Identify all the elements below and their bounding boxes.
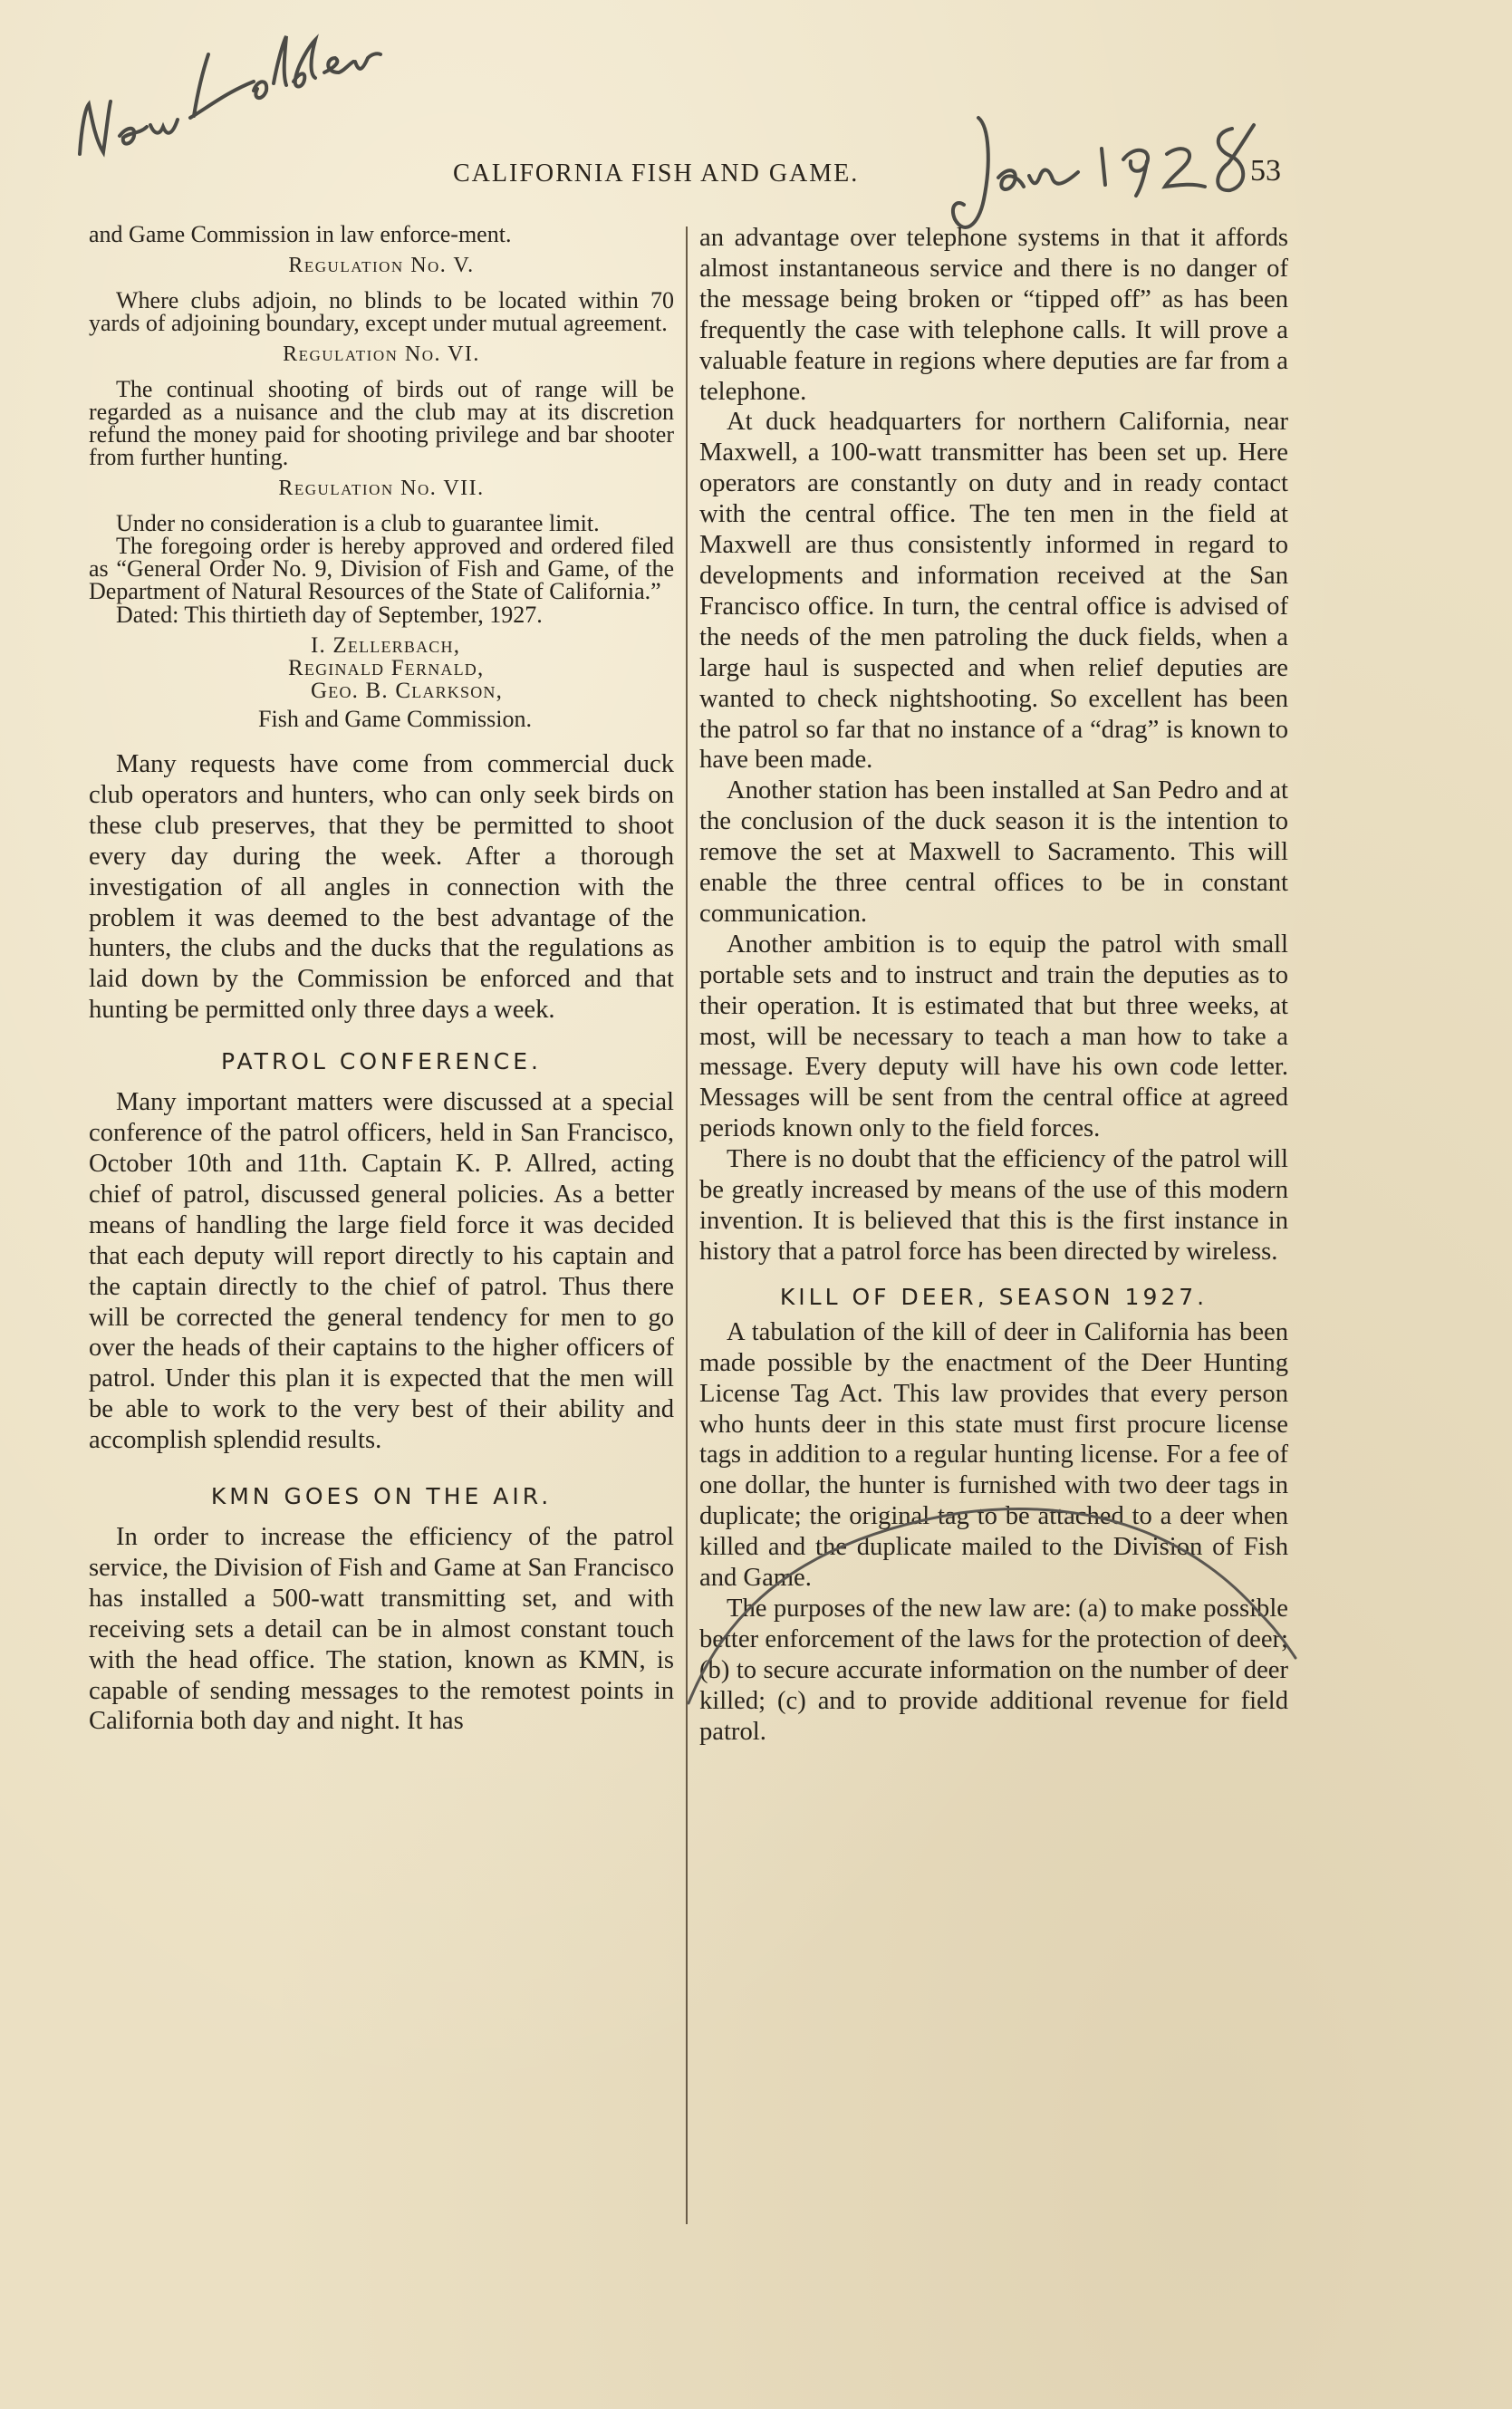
patrol-conference-heading: PATROL CONFERENCE. (221, 1048, 542, 1075)
wireless-paragraph-4: Another ambition is to equip the patrol with small portable sets and to instruct and train the deputies as to their operation. It is estimated that but three weeks, at most, will be necessary to teach a man how to take a message. Every deputy will have his own code letter. Messages will be sent from the central office at agreed periods known only to the field forces. (699, 930, 1288, 1143)
running-head-title: CALIFORNIA FISH AND GAME. (453, 159, 860, 188)
dated-line: Dated: This thirtieth day of September, 1927. (116, 602, 543, 628)
regulation-vi-heading: Regulation No. VI. (283, 342, 480, 366)
regulation-v-heading: Regulation No. V. (288, 254, 475, 277)
handwritten-folder-note (72, 18, 399, 199)
deer-paragraph-2: The purposes of the new law are: (a) to make possible better enforcement of the laws for the protection of deer; (b) to secure accurate information on the number of deer killed; (c) and to provide additional revenue for field patrol. (699, 1594, 1288, 1746)
general-order-text: The foregoing order is hereby approved and ordered filed as “General Order No. 9, Division of Fish and Game, of the Department of Natural Resources of the State of California.” (89, 533, 674, 604)
regulation-vii-text: Under no consideration is a club to guarantee limit. (116, 510, 600, 536)
left-column (89, 223, 674, 1737)
regulation-vii-heading: Regulation No. VII. (278, 477, 485, 500)
patrol-conference-paragraph: Many important matters were discussed at a special conference of the patrol officers, held in San Francisco, October 10th and 11th. Captain K. P. Allred, acting chief of patrol, discussed general policies. As a better means of handling the large field force it was decided that each deputy will report directly to his captain and the captain directly to the chief of patrol. Thus there will be corrected the general tendency for men to go over the heads of their captains to the higher officers of patrol. Under this plan it is expected that the men will be able to work to the very best of their ability and accomplish splendid results. (89, 1088, 674, 1455)
signature-zellerbach: I. Zellerbach, (311, 633, 461, 658)
regulation-vi-text: The continual shooting of birds out of range will be regarded as a nuisance and the club may at its discretion refund the money paid for shooting privilege and bar shooter from further hunting. (89, 376, 674, 470)
kill-of-deer-heading: KILL OF DEER, SEASON 1927. (779, 1283, 1209, 1310)
wireless-paragraph-5: There is no doubt that the efficiency of the patrol will be greatly increased by means of the use of this modern invention. It is believed that this is the first instance in history that a patrol force has been directed by wireless. (699, 1145, 1288, 1266)
kmn-heading: KMN GOES ON THE AIR. (210, 1483, 553, 1510)
wireless-paragraph-2: At duck headquarters for northern California, near Maxwell, a 100-watt transmitter has been set up. Here operators are constantly on duty and in ready contact with the central office. The ten men in the field at Maxwell are thus consistently informed in regard to developments and information received at the San Francisco office. In turn, the central office is advised of the needs of the men patroling the duck fields, when a large haul is suspected and when relief deputies are wanted to check nightshooting. So excellent has been the patrol so far that no instance of a “drag” is known to have been made. (699, 408, 1288, 775)
page-number: 53 (1250, 154, 1281, 188)
signature-clarkson: Geo. B. Clarkson, (311, 679, 504, 703)
signature-commission: Fish and Game Commission. (258, 706, 532, 732)
kmn-paragraph: In order to increase the efficiency of the patrol service, the Division of Fish and Game at San Francisco has installed a 500-watt transmitting set, and with receiving sets a detail can be in almost constant touch with the head office. The station, known as KMN, is capable of sending messages to the remotest points in California both day and night. It has (89, 1523, 674, 1736)
deer-paragraph-1: A tabulation of the kill of deer in California has been made possible by the enactment of the Deer Hunting License Tag Act. This law provides that every person who hunts deer in this state must first procure license tags in addition to a regular hunting license. For a fee of one dollar, the hunter is furnished with two deer tags in duplicate; the original tag to be attached to a deer when killed and the duplicate mailed to the Division of Fish and Game. (699, 1317, 1288, 1593)
wireless-paragraph-3: Another station has been installed at San Pedro and at the conclusion of the duck season it is the intention to remove the set at Maxwell to Sacramento. This will enable the three central offices to be in constant communication. (699, 776, 1288, 928)
column-divider (686, 226, 688, 2224)
signature-fernald: Reginald Fernald, (288, 656, 485, 680)
regulation-v-text: Where clubs adjoin, no blinds to be located within 70 yards of adjoining boundary, except under mutual agreement. (89, 287, 674, 336)
requests-paragraph: Many requests have come from commercial duck club operators and hunters, who can only seek birds on these club preserves, that they be permitted to shoot every day during the week. After a thorough investigation of all angles in connection with the problem it was deemed to the best advantage of the hunters, the clubs and the ducks that the regulations as laid down by the Commission be enforced and that hunting be permitted only three days a week. (89, 750, 674, 1025)
wireless-paragraph-1: an advantage over telephone systems in that it affords almost instantaneous service and there is no danger of the message being broken or “tipped off” as has been frequently the case with telephone calls. It will prove a valuable feature in regions where deputies are far from a telephone. (699, 224, 1288, 406)
right-column (699, 223, 1288, 1748)
paragraph-continued: and Game Commission in law enforce-ment. (89, 221, 512, 247)
